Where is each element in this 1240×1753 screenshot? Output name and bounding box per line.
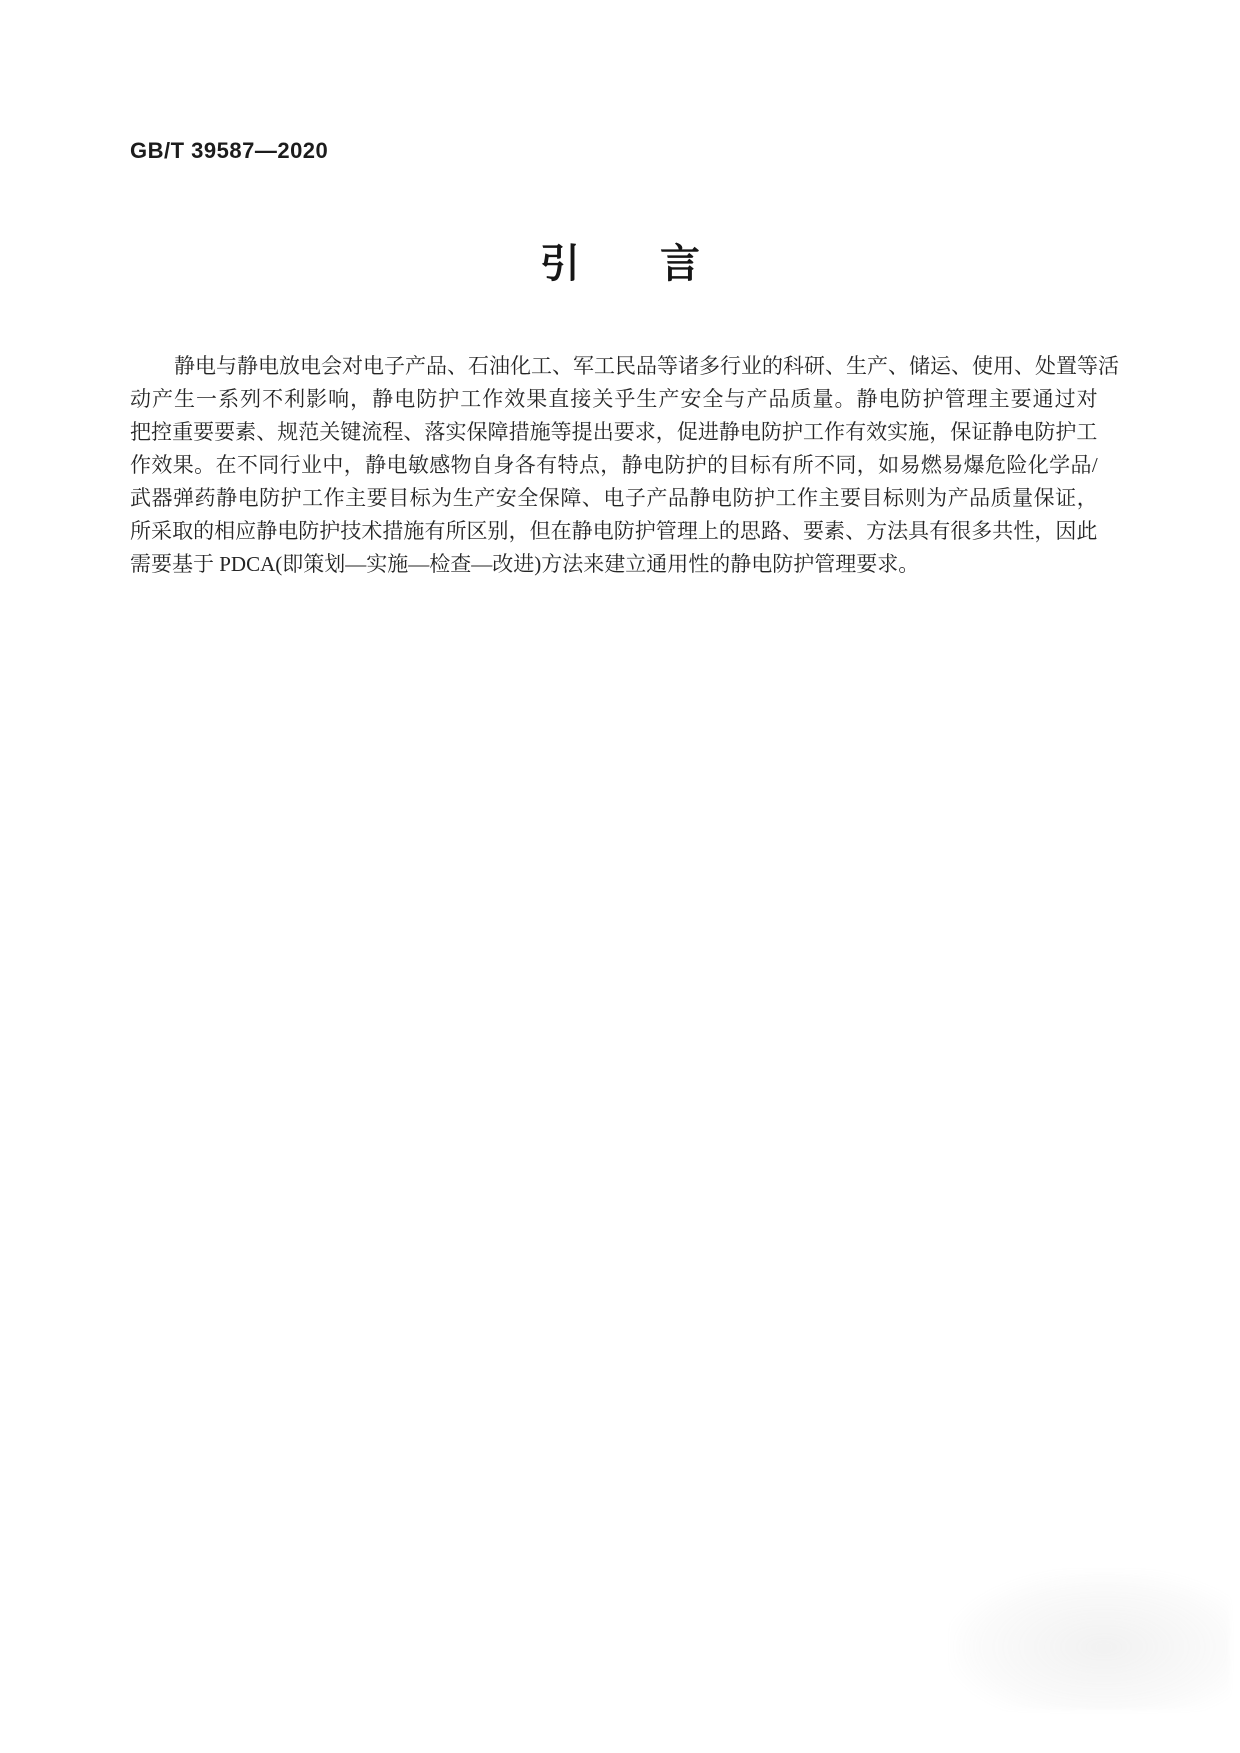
paragraph-line: 作 效 果 。 在 不 同 行 业 中 ， 静 电 敏 感 物 自 身 各 有 特 点 ， 静 电 防 护 的 目 标 有 所 不 同 ， 如 易 燃 易 爆 危 险 化 学 品 / (130, 453, 1098, 477)
scan-artifact (950, 1570, 1230, 1710)
paragraph-line: 把 控 重 要 要 素 、 规 范 关 键 流 程 、 落 实 保 障 措 施 等 提 出 要 求 ， 促 进 静 电 防 护 工 作 有 效 实 施 ， 保 证 静 电 防 护 工 (130, 420, 1098, 444)
paragraph-line: 动 产 生 一 系 列 不 利 影 响 ， 静 电 防 护 工 作 效 果 直 接 关 乎 生 产 安 全 与 产 品 质 量 。 静 电 防 护 管 理 主 要 通 过 对 (130, 387, 1098, 411)
paragraph-line: 静 电 与 静 电 放 电 会 对 电 子 产 品 、 石 油 化 工 、 军 工 民 品 等 诸 多 行 业 的 科 研 、 生 产 、 储 运 、 使 用 、 处 置 等 活 (174, 354, 1119, 378)
intro-paragraph (130, 350, 1119, 581)
paragraph-line: 武 器 弹 药 静 电 防 护 工 作 主 要 目 标 为 生 产 安 全 保 障 、 电 子 产 品 静 电 防 护 工 作 主 要 目 标 则 为 产 品 质 量 保 证 ， (130, 486, 1098, 510)
paragraph-line: 需要基于 PDCA(即策划—实施—检查—改进)方法来建立通用性的静电防护管理要求。 (130, 552, 920, 576)
page-title: 引 言 (540, 242, 700, 286)
standard-number: GB/T 39587—2020 (130, 138, 329, 163)
paragraph-line: 所 采 取 的 相 应 静 电 防 护 技 术 措 施 有 所 区 别 ， 但 在 静 电 防 护 管 理 上 的 思 路 、 要 素 、 方 法 具 有 很 多 共 性 ， 因 此 (130, 519, 1098, 543)
